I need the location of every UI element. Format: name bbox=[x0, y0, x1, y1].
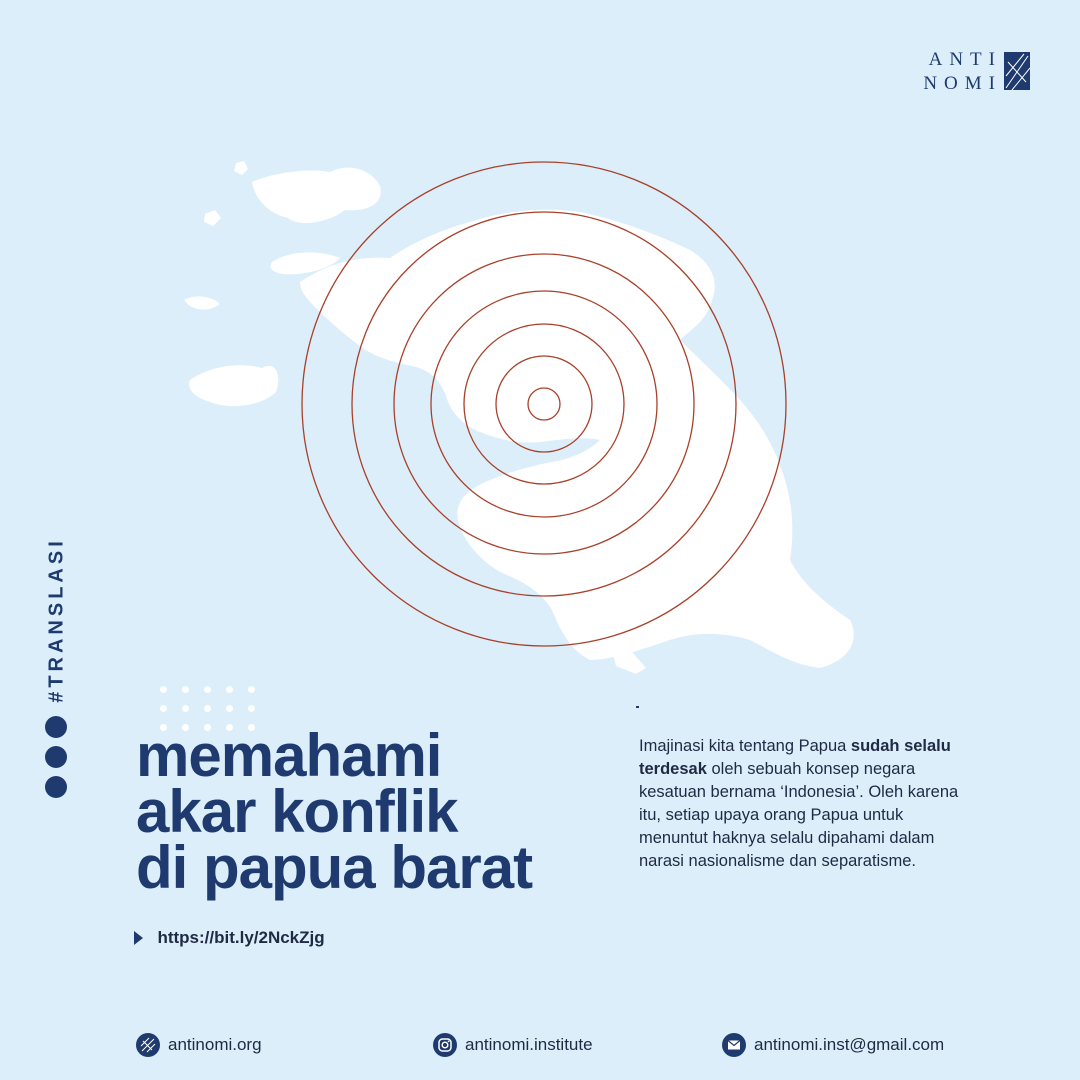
island-top-left bbox=[234, 161, 248, 175]
article-link-text[interactable]: https://bit.ly/2NckZjg bbox=[157, 928, 325, 947]
footer-website[interactable] bbox=[136, 1032, 262, 1058]
side-dot-1 bbox=[45, 716, 67, 738]
map-landmass bbox=[184, 161, 854, 674]
article-link[interactable] bbox=[134, 928, 325, 950]
side-category-tag bbox=[40, 537, 74, 703]
description-marker bbox=[636, 706, 639, 708]
globe-icon bbox=[136, 1033, 160, 1057]
side-dot-3 bbox=[45, 776, 67, 798]
island-misool bbox=[189, 365, 278, 406]
mail-icon bbox=[722, 1033, 746, 1057]
island-small-b bbox=[184, 297, 220, 310]
side-dot-2 bbox=[45, 746, 67, 768]
instagram-icon bbox=[433, 1033, 457, 1057]
headline-line-2: akar konflik bbox=[136, 778, 458, 845]
island-south-tip bbox=[612, 650, 646, 674]
play-arrow-icon bbox=[134, 931, 143, 945]
headline bbox=[136, 722, 606, 901]
description-text: Imajinasi kita tentang Papua sudah selalu terdesak oleh sebuah konsep negara kesatuan bernama ‘Indonesia’. Oleh karena itu, setiap upaya orang Papua untuk menuntut haknya selalu dipahami dalam narasi nasionalisme dan separatisme. bbox=[639, 737, 959, 870]
description-emphasis: sudah selalu terdesak bbox=[639, 737, 951, 778]
logo-line-2: NOMI bbox=[923, 73, 1002, 94]
logo-line-1: ANTI bbox=[928, 49, 1002, 70]
headline-line-3: di papua barat bbox=[136, 834, 533, 901]
island-raja-ampat bbox=[252, 168, 381, 223]
footer-website-text[interactable]: antinomi.org bbox=[168, 1035, 262, 1054]
footer-email[interactable] bbox=[722, 1032, 944, 1058]
island-small-a bbox=[204, 210, 221, 226]
headline-line-1: memahami bbox=[136, 722, 442, 789]
side-tag-text: #TRANSLASI bbox=[45, 537, 68, 703]
footer-instagram-text[interactable]: antinomi.institute bbox=[465, 1035, 593, 1054]
footer-instagram[interactable] bbox=[433, 1032, 593, 1058]
footer-email-text[interactable]: antinomi.inst@gmail.com bbox=[754, 1035, 945, 1054]
